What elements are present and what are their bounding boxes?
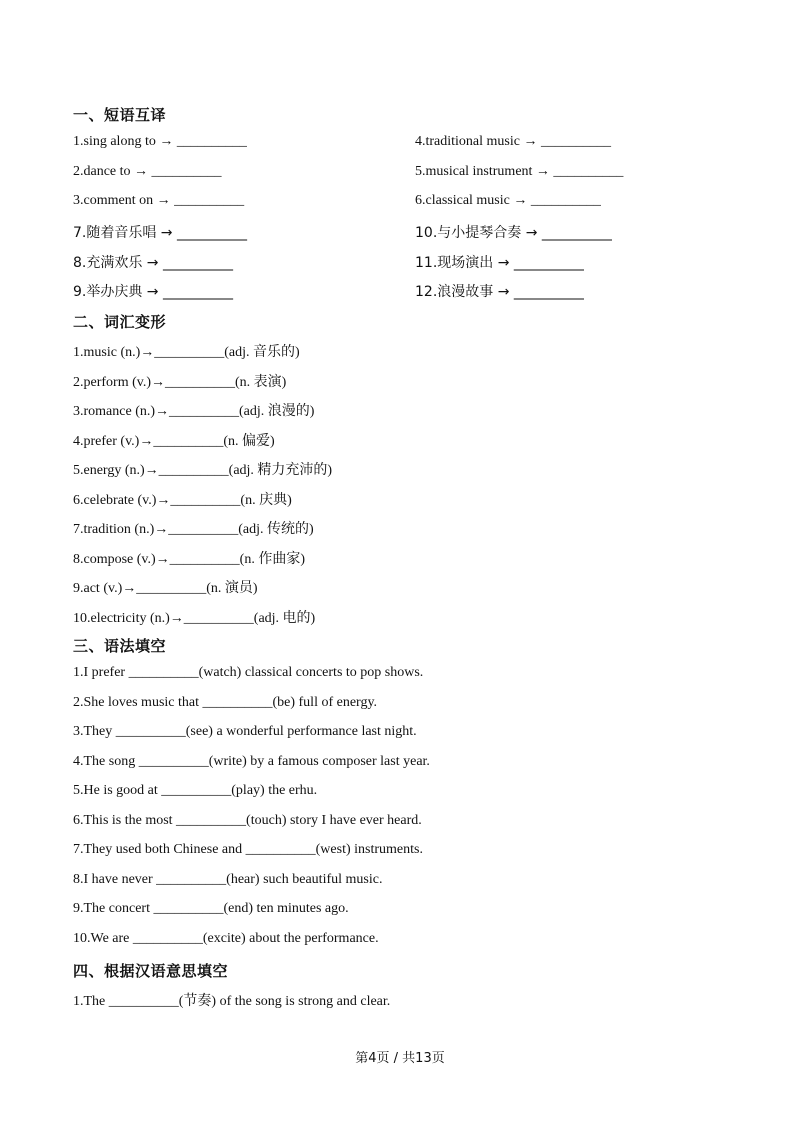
word-form-item: 1.music (n.)→__________(adj. 音乐的) <box>73 345 300 360</box>
grammar-item: 9.The concert __________(end) ten minutes ago. <box>73 901 349 916</box>
word-form-item: 7.tradition (n.)→__________(adj. 传统的) <box>73 522 314 537</box>
phrase-item-1: 1.sing along to → __________ <box>73 134 247 149</box>
phrase-item-9: 9.举办庆典 → __________ <box>73 284 233 300</box>
word-form-item: 3.romance (n.)→__________(adj. 浪漫的) <box>73 404 315 419</box>
translation-fill-item: 1.The __________(节奏) of the song is strong and clear. <box>73 994 391 1009</box>
section-2-title: 二、词汇变形 <box>73 313 167 331</box>
grammar-item: 8.I have never __________(hear) such beautiful music. <box>73 872 383 887</box>
phrase-item-5: 5.musical instrument → __________ <box>415 164 624 179</box>
grammar-item: 2.She loves music that __________(be) full of energy. <box>73 695 378 710</box>
phrase-item-3: 3.comment on → __________ <box>73 193 245 208</box>
phrase-item-10: 10.与小提琴合奏 → __________ <box>415 225 612 241</box>
word-form-item: 10.electricity (n.)→__________(adj. 电的) <box>73 611 316 626</box>
phrase-item-11: 11.现场演出 → __________ <box>415 255 584 271</box>
grammar-item: 10.We are __________(excite) about the performance. <box>73 931 379 946</box>
grammar-item: 7.They used both Chinese and __________(west) instruments. <box>73 842 423 857</box>
grammar-item: 5.He is good at __________(play) the erhu. <box>73 783 318 798</box>
phrase-item-12: 12.浪漫故事 → __________ <box>415 284 584 300</box>
section-3-title: 三、语法填空 <box>73 637 167 655</box>
word-form-item: 4.prefer (v.)→__________(n. 偏爱) <box>73 434 275 449</box>
phrase-item-7: 7.随着音乐唱 → __________ <box>73 225 247 241</box>
grammar-item: 3.They __________(see) a wonderful performance last night. <box>73 724 417 739</box>
phrase-item-2: 2.dance to → __________ <box>73 164 222 179</box>
phrase-item-8: 8.充满欢乐 → __________ <box>73 255 233 271</box>
word-form-item: 5.energy (n.)→__________(adj. 精力充沛的) <box>73 463 333 478</box>
section-1-title: 一、短语互译 <box>73 106 167 124</box>
phrase-item-6: 6.classical music → __________ <box>415 193 601 208</box>
grammar-item: 6.This is the most __________(touch) story I have ever heard. <box>73 813 422 828</box>
word-form-item: 2.perform (v.)→__________(n. 表演) <box>73 375 287 390</box>
word-form-item: 9.act (v.)→__________(n. 演员) <box>73 581 258 596</box>
page-number: 第4页 / 共13页 <box>355 1051 445 1066</box>
word-form-item: 8.compose (v.)→__________(n. 作曲家) <box>73 552 306 567</box>
grammar-item: 1.I prefer __________(watch) classical concerts to pop shows. <box>73 665 424 680</box>
grammar-item: 4.The song __________(write) by a famous composer last year. <box>73 754 430 769</box>
phrase-item-4: 4.traditional music → __________ <box>415 134 611 149</box>
word-form-item: 6.celebrate (v.)→__________(n. 庆典) <box>73 493 292 508</box>
section-4-title: 四、根据汉语意思填空 <box>73 962 229 980</box>
